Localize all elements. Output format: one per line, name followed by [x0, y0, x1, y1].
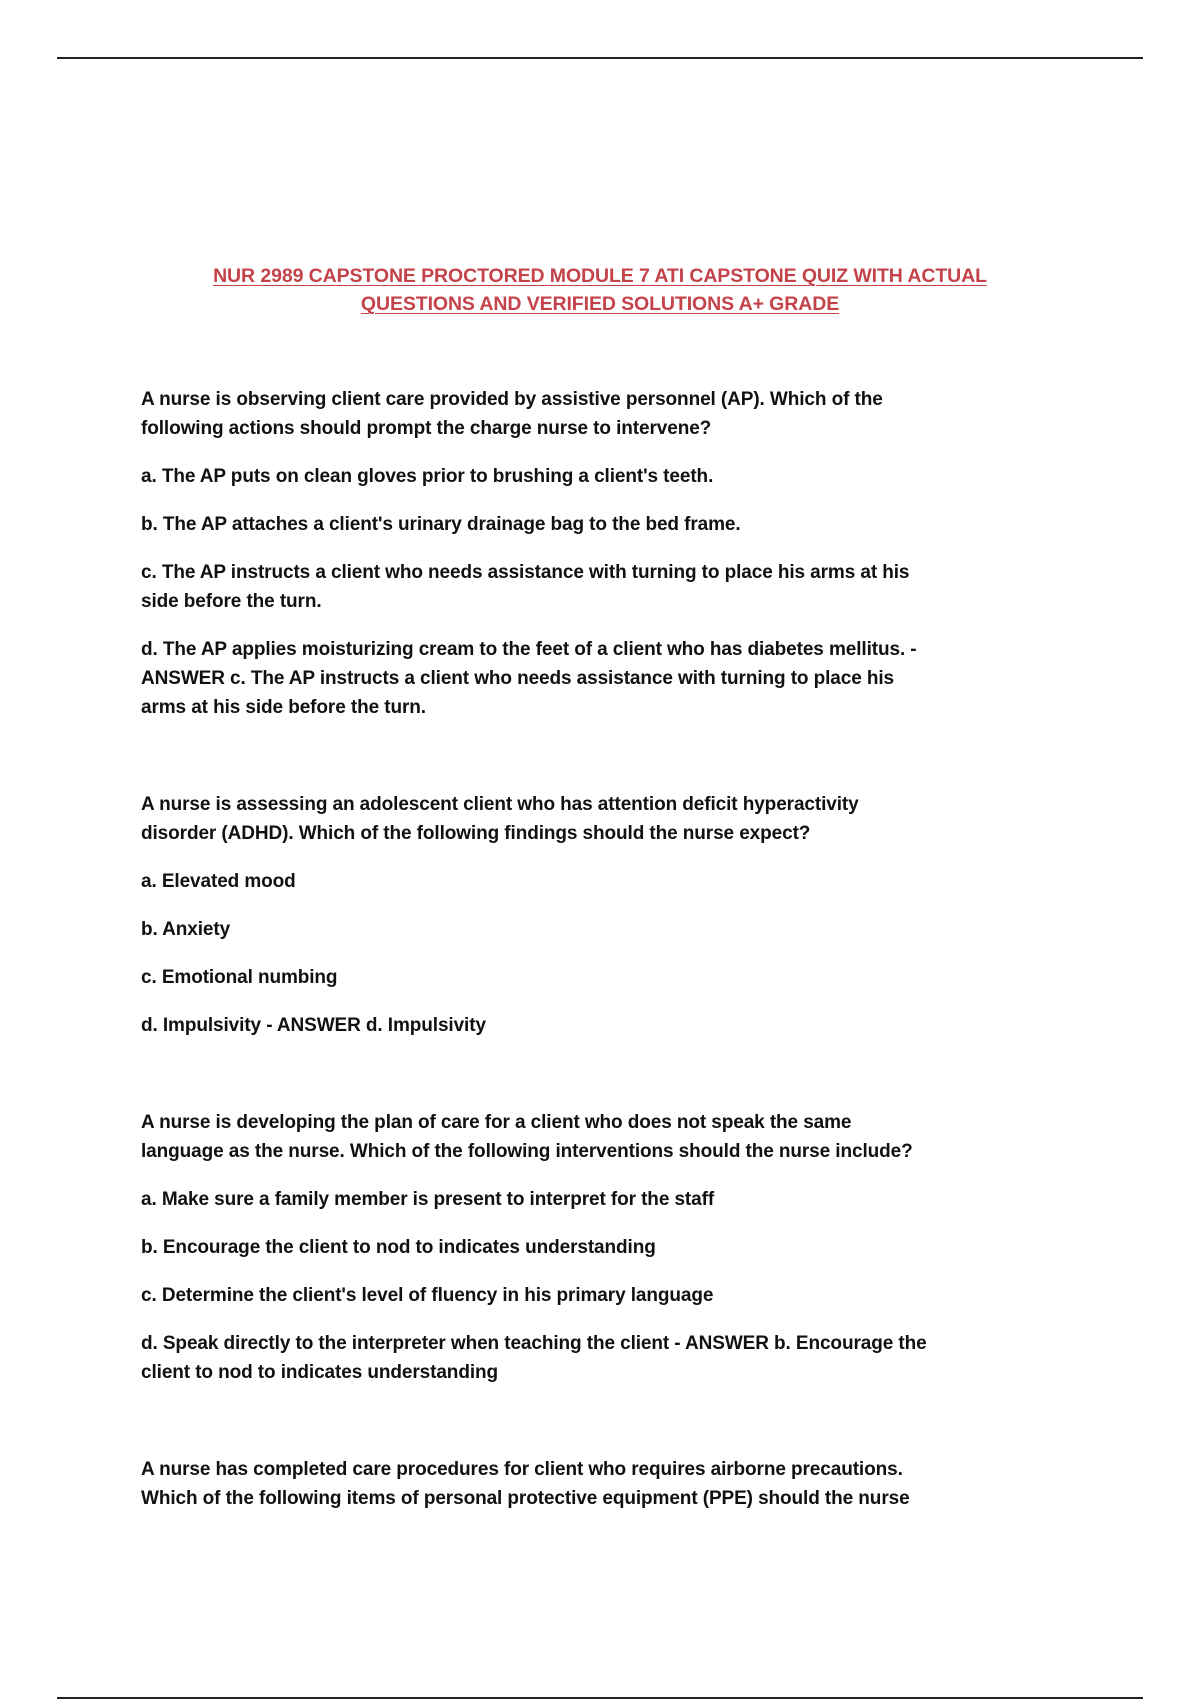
option-a: a. The AP puts on clean gloves prior to brushing a client's teeth.	[141, 466, 714, 487]
title-line-1: NUR 2989 CAPSTONE PROCTORED MODULE 7 ATI CAPSTONE QUIZ WITH ACTUAL	[213, 265, 987, 287]
question-4-stem	[141, 1455, 1081, 1513]
option-d-with-answer	[141, 635, 1081, 722]
option-c: c. Emotional numbing	[141, 967, 338, 988]
option-line: side before the turn.	[141, 591, 322, 612]
option-c	[141, 558, 1081, 616]
title-line-2: QUESTIONS AND VERIFIED SOLUTIONS A+ GRADE	[360, 293, 840, 315]
option-line: d. Speak directly to the interpreter when teaching the client - ANSWER b. Encourage the	[141, 1333, 927, 1354]
option-b: b. Anxiety	[141, 919, 231, 940]
question-3	[141, 1108, 1081, 1387]
question-stem-line: A nurse is observing client care provided by assistive personnel (AP). Which of the	[141, 389, 883, 410]
question-stem-line: following actions should prompt the charge nurse to intervene?	[141, 418, 712, 439]
document-title	[140, 262, 1060, 318]
question-stem-line: language as the nurse. Which of the following interventions should the nurse include?	[141, 1141, 913, 1162]
bottom-rule	[57, 1697, 1143, 1699]
option-d-with-answer	[141, 1329, 1081, 1387]
question-stem-line: Which of the following items of personal protective equipment (PPE) should the nurse	[141, 1488, 910, 1509]
question-1	[141, 385, 1081, 722]
question-stem-line: A nurse is assessing an adolescent client who has attention deficit hyperactivity	[141, 794, 859, 815]
option-a: a. Elevated mood	[141, 871, 296, 892]
question-3-stem	[141, 1108, 1081, 1166]
question-stem-line: A nurse is developing the plan of care for a client who does not speak the same	[141, 1112, 852, 1133]
option-line: arms at his side before the turn.	[141, 697, 426, 718]
question-2	[141, 790, 1081, 1040]
option-c: c. Determine the client's level of fluency in his primary language	[141, 1285, 714, 1306]
top-rule	[57, 57, 1143, 59]
question-list	[141, 385, 1081, 1513]
option-b: b. Encourage the client to nod to indicates understanding	[141, 1237, 656, 1258]
option-line: client to nod to indicates understanding	[141, 1362, 499, 1383]
question-stem-line: disorder (ADHD). Which of the following findings should the nurse expect?	[141, 823, 811, 844]
option-d-with-answer: d. Impulsivity - ANSWER d. Impulsivity	[141, 1015, 486, 1036]
option-b: b. The AP attaches a client's urinary drainage bag to the bed frame.	[141, 514, 741, 535]
question-stem-line: A nurse has completed care procedures for client who requires airborne precautions.	[141, 1459, 903, 1480]
question-1-stem	[141, 385, 1081, 443]
question-4	[141, 1455, 1081, 1513]
option-line: ANSWER c. The AP instructs a client who needs assistance with turning to place his	[141, 668, 895, 689]
option-a: a. Make sure a family member is present to interpret for the staff	[141, 1189, 715, 1210]
option-line: d. The AP applies moisturizing cream to the feet of a client who has diabetes mellitus. -	[141, 639, 917, 660]
option-line: c. The AP instructs a client who needs assistance with turning to place his arms at his	[141, 562, 910, 583]
question-2-stem	[141, 790, 1081, 848]
